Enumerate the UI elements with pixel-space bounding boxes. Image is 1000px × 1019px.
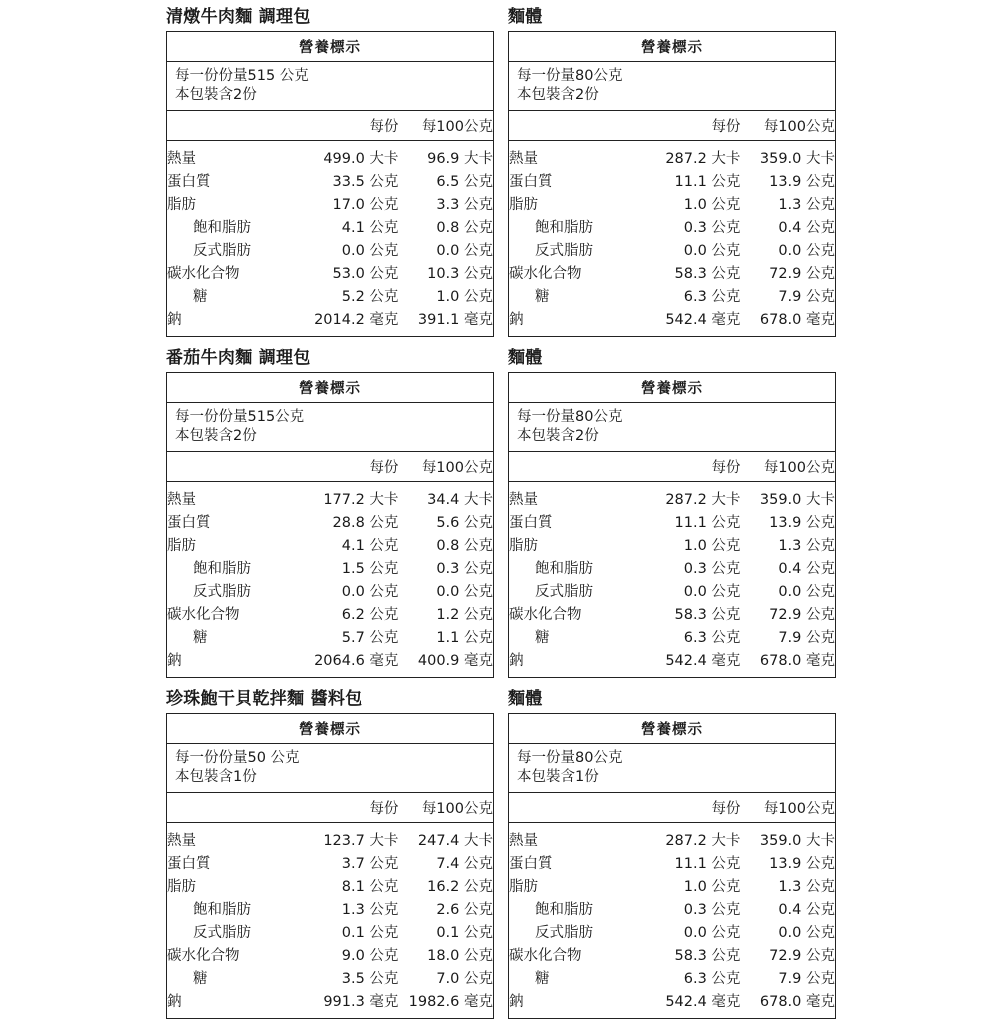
nutrient-row (167, 966, 493, 989)
servings-per-container: 本包裝含2份 (175, 87, 257, 103)
nutrient-rows (167, 141, 493, 336)
nutrient-label: 鈉 (509, 312, 524, 328)
nutrient-row (509, 307, 835, 330)
nutrient-label: 反式脂肪 (193, 925, 251, 941)
nutrient-row (509, 510, 835, 533)
nutrient-row (509, 284, 835, 307)
nutrient-per-serving: 11.1 公克 (674, 174, 741, 190)
nutrient-label: 熱量 (509, 492, 538, 508)
nutrient-row (509, 989, 835, 1012)
serving-size: 每一份量80公克 (517, 409, 623, 425)
nutrient-per-100g: 1.0 公克 (436, 289, 493, 305)
nutrient-per-100g: 400.9 毫克 (417, 653, 493, 669)
product-column-left (0, 6, 500, 337)
product-title: 麵體 (508, 689, 543, 709)
nutrient-row (509, 602, 835, 625)
product-title: 珍珠鮑干貝乾拌麵 醬料包 (166, 689, 363, 709)
nutrient-per-100g: 0.0 公克 (778, 243, 835, 259)
nutrient-per-100g: 72.9 公克 (769, 266, 835, 282)
column-headers (509, 793, 835, 823)
nutrient-per-serving: 0.3 公克 (683, 902, 741, 918)
nutrient-per-serving: 0.1 公克 (341, 925, 399, 941)
nutrient-per-100g: 359.0 大卡 (759, 833, 835, 849)
nutrient-label: 碳水化合物 (167, 266, 240, 282)
col-header-per-serving: 每份 (369, 460, 399, 476)
nutrient-rows (167, 823, 493, 1018)
nutrient-per-100g: 0.3 公克 (436, 561, 493, 577)
nutrient-per-serving: 1.3 公克 (341, 902, 399, 918)
nutrient-row (509, 966, 835, 989)
nutrient-row (167, 989, 493, 1012)
nutrient-per-serving: 0.3 公克 (683, 561, 741, 577)
serving-info (167, 744, 493, 793)
serving-size: 每一份份量50 公克 (175, 750, 300, 766)
nutrient-per-serving: 58.3 公克 (674, 948, 741, 964)
nutrient-per-100g: 7.9 公克 (778, 971, 835, 987)
nutrient-per-serving: 58.3 公克 (674, 607, 741, 623)
col-header-per-100g: 每100公克 (421, 460, 493, 476)
product-column-right (500, 6, 1000, 337)
nutrient-row (509, 920, 835, 943)
nutrient-label: 熱量 (167, 492, 196, 508)
nutrient-per-serving: 17.0 公克 (332, 197, 399, 213)
nutrient-rows (167, 482, 493, 677)
nutrient-per-serving: 53.0 公克 (332, 266, 399, 282)
nutrient-per-100g: 7.9 公克 (778, 289, 835, 305)
nutrient-row (509, 238, 835, 261)
nutrient-row (167, 625, 493, 648)
nutrient-label: 反式脂肪 (535, 584, 593, 600)
nutrient-per-100g: 6.5 公克 (436, 174, 493, 190)
column-headers (509, 452, 835, 482)
nutrition-panel (508, 31, 836, 337)
nutrient-per-100g: 72.9 公克 (769, 607, 835, 623)
nutrient-label: 反式脂肪 (193, 584, 251, 600)
product-column-right (500, 688, 1000, 1019)
nutrient-row (509, 851, 835, 874)
nutrient-per-100g: 678.0 毫克 (759, 653, 835, 669)
spacer-cell (167, 455, 304, 478)
nutrient-row (167, 943, 493, 966)
nutrient-row (509, 261, 835, 284)
nutrient-row (167, 579, 493, 602)
nutrient-per-serving: 4.1 公克 (341, 220, 399, 236)
product-block (0, 6, 1000, 337)
product-title: 麵體 (508, 348, 543, 368)
nutrient-per-serving: 991.3 毫克 (323, 994, 399, 1010)
nutrient-row (509, 146, 835, 169)
nutrient-label: 碳水化合物 (509, 948, 582, 964)
nutrient-row (167, 533, 493, 556)
panel-title: 營養標示 (167, 714, 493, 744)
nutrient-row (509, 487, 835, 510)
nutrient-label: 脂肪 (509, 538, 538, 554)
nutrient-row (167, 851, 493, 874)
spacer-cell (509, 455, 646, 478)
nutrient-per-serving: 1.0 公克 (683, 879, 741, 895)
nutrient-per-100g: 13.9 公克 (769, 856, 835, 872)
nutrient-row (167, 487, 493, 510)
servings-per-container: 本包裝含2份 (517, 87, 599, 103)
spacer-cell (167, 114, 304, 137)
nutrient-row (167, 215, 493, 238)
nutrient-per-serving: 177.2 大卡 (323, 492, 399, 508)
nutrient-row (167, 146, 493, 169)
nutrient-per-serving: 499.0 大卡 (323, 151, 399, 167)
nutrient-per-serving: 8.1 公克 (341, 879, 399, 895)
col-header-per-100g: 每100公克 (763, 460, 835, 476)
nutrient-per-serving: 0.0 公克 (341, 243, 399, 259)
product-title: 麵體 (508, 7, 543, 27)
column-headers (167, 452, 493, 482)
nutrient-label: 碳水化合物 (509, 607, 582, 623)
nutrient-row (167, 874, 493, 897)
product-column-left (0, 688, 500, 1019)
nutrient-per-serving: 58.3 公克 (674, 266, 741, 282)
nutrient-per-100g: 0.8 公克 (436, 220, 493, 236)
nutrient-label: 熱量 (509, 833, 538, 849)
nutrient-per-serving: 542.4 毫克 (665, 312, 741, 328)
nutrient-row (509, 828, 835, 851)
nutrient-per-serving: 287.2 大卡 (665, 151, 741, 167)
col-header-per-100g: 每100公克 (421, 801, 493, 817)
nutrient-label: 反式脂肪 (193, 243, 251, 259)
nutrient-row (509, 556, 835, 579)
nutrient-per-serving: 0.0 公克 (683, 584, 741, 600)
nutrient-label: 蛋白質 (167, 174, 211, 190)
product-block (0, 688, 1000, 1019)
nutrient-per-serving: 33.5 公克 (332, 174, 399, 190)
nutrient-label: 飽和脂肪 (535, 902, 593, 918)
nutrient-label: 熱量 (167, 151, 196, 167)
serving-info (167, 62, 493, 111)
panel-title: 營養標示 (167, 373, 493, 403)
nutrient-row (167, 192, 493, 215)
nutrient-per-serving: 1.0 公克 (683, 538, 741, 554)
nutrient-label: 碳水化合物 (167, 607, 240, 623)
nutrient-per-serving: 4.1 公克 (341, 538, 399, 554)
nutrient-row (167, 238, 493, 261)
nutrient-label: 蛋白質 (167, 856, 211, 872)
nutrient-per-100g: 678.0 毫克 (759, 312, 835, 328)
nutrient-label: 鈉 (509, 994, 524, 1010)
col-header-per-serving: 每份 (711, 460, 741, 476)
nutrient-row (509, 874, 835, 897)
nutrient-per-serving: 542.4 毫克 (665, 653, 741, 669)
nutrient-label: 反式脂肪 (535, 925, 593, 941)
nutrient-per-100g: 13.9 公克 (769, 174, 835, 190)
nutrient-per-100g: 678.0 毫克 (759, 994, 835, 1010)
nutrient-per-serving: 11.1 公克 (674, 515, 741, 531)
servings-per-container: 本包裝含1份 (517, 769, 599, 785)
nutrient-per-100g: 1.3 公克 (778, 197, 835, 213)
nutrient-per-100g: 0.4 公克 (778, 220, 835, 236)
nutrient-per-100g: 18.0 公克 (427, 948, 493, 964)
spacer-cell (509, 114, 646, 137)
serving-info (509, 403, 835, 452)
nutrient-per-100g: 247.4 大卡 (417, 833, 493, 849)
nutrient-per-serving: 5.2 公克 (341, 289, 399, 305)
nutrition-panel (508, 372, 836, 678)
nutrition-panel (166, 31, 494, 337)
nutrient-label: 飽和脂肪 (535, 561, 593, 577)
serving-info (509, 744, 835, 793)
nutrient-label: 糖 (535, 289, 550, 305)
nutrient-label: 熱量 (167, 833, 196, 849)
nutrient-per-serving: 6.3 公克 (683, 630, 741, 646)
serving-size: 每一份量80公克 (517, 68, 623, 84)
col-header-per-serving: 每份 (369, 801, 399, 817)
nutrient-label: 碳水化合物 (509, 266, 582, 282)
panel-title: 營養標示 (509, 714, 835, 744)
product-block (0, 347, 1000, 678)
col-header-per-serving: 每份 (711, 119, 741, 135)
nutrient-per-serving: 11.1 公克 (674, 856, 741, 872)
column-headers (167, 111, 493, 141)
product-title: 番茄牛肉麵 調理包 (166, 348, 311, 368)
nutrient-label: 飽和脂肪 (193, 902, 251, 918)
nutrient-label: 糖 (193, 289, 208, 305)
nutrient-row (167, 648, 493, 671)
nutrient-row (167, 169, 493, 192)
nutrient-per-serving: 0.0 公克 (683, 243, 741, 259)
nutrient-row (509, 625, 835, 648)
nutrient-label: 反式脂肪 (535, 243, 593, 259)
nutrition-panel (508, 713, 836, 1019)
nutrient-rows (509, 823, 835, 1018)
nutrient-per-100g: 1.2 公克 (436, 607, 493, 623)
nutrient-per-100g: 1.3 公克 (778, 879, 835, 895)
nutrient-row (509, 579, 835, 602)
nutrient-per-100g: 0.4 公克 (778, 561, 835, 577)
nutrient-per-100g: 5.6 公克 (436, 515, 493, 531)
nutrient-per-serving: 9.0 公克 (341, 948, 399, 964)
col-header-per-serving: 每份 (369, 119, 399, 135)
nutrient-label: 碳水化合物 (167, 948, 240, 964)
nutrient-row (509, 943, 835, 966)
nutrient-per-100g: 359.0 大卡 (759, 492, 835, 508)
nutrient-per-100g: 96.9 大卡 (427, 151, 493, 167)
nutrient-label: 鈉 (509, 653, 524, 669)
product-column-right (500, 347, 1000, 678)
serving-size: 每一份份量515 公克 (175, 68, 309, 84)
nutrient-per-100g: 0.4 公克 (778, 902, 835, 918)
nutrient-row (509, 648, 835, 671)
servings-per-container: 本包裝含2份 (517, 428, 599, 444)
nutrient-per-serving: 123.7 大卡 (323, 833, 399, 849)
nutrient-per-100g: 16.2 公克 (427, 879, 493, 895)
nutrient-label: 飽和脂肪 (193, 220, 251, 236)
nutrient-per-serving: 5.7 公克 (341, 630, 399, 646)
nutrient-per-serving: 287.2 大卡 (665, 833, 741, 849)
column-headers (509, 111, 835, 141)
nutrient-label: 脂肪 (509, 879, 538, 895)
nutrient-per-100g: 3.3 公克 (436, 197, 493, 213)
nutrient-label: 脂肪 (509, 197, 538, 213)
col-header-per-100g: 每100公克 (421, 119, 493, 135)
nutrient-per-100g: 359.0 大卡 (759, 151, 835, 167)
nutrient-per-100g: 1.3 公克 (778, 538, 835, 554)
nutrient-per-serving: 6.3 公克 (683, 289, 741, 305)
nutrient-per-100g: 0.1 公克 (436, 925, 493, 941)
nutrient-label: 飽和脂肪 (535, 220, 593, 236)
nutrient-per-serving: 6.3 公克 (683, 971, 741, 987)
nutrient-per-100g: 0.0 公克 (778, 584, 835, 600)
nutrient-per-serving: 0.0 公克 (341, 584, 399, 600)
product-column-left (0, 347, 500, 678)
nutrient-per-100g: 7.4 公克 (436, 856, 493, 872)
panel-title: 營養標示 (167, 32, 493, 62)
nutrient-per-100g: 0.0 公克 (778, 925, 835, 941)
nutrient-row (167, 828, 493, 851)
nutrient-label: 飽和脂肪 (193, 561, 251, 577)
nutrient-per-serving: 3.7 公克 (341, 856, 399, 872)
nutrient-per-serving: 1.5 公克 (341, 561, 399, 577)
nutrient-per-100g: 34.4 大卡 (427, 492, 493, 508)
nutrient-label: 鈉 (167, 312, 182, 328)
nutrient-row (167, 261, 493, 284)
nutrient-per-serving: 6.2 公克 (341, 607, 399, 623)
nutrient-row (509, 897, 835, 920)
nutrient-label: 糖 (193, 971, 208, 987)
nutrient-rows (509, 141, 835, 336)
serving-info (509, 62, 835, 111)
servings-per-container: 本包裝含1份 (175, 769, 257, 785)
nutrient-label: 蛋白質 (509, 856, 553, 872)
spacer-cell (167, 796, 304, 819)
nutrient-label: 糖 (535, 971, 550, 987)
nutrient-label: 熱量 (509, 151, 538, 167)
nutrient-per-serving: 2064.6 毫克 (314, 653, 399, 669)
col-header-per-serving: 每份 (711, 801, 741, 817)
nutrition-panel (166, 372, 494, 678)
nutrient-row (509, 215, 835, 238)
nutrient-per-serving: 3.5 公克 (341, 971, 399, 987)
nutrient-label: 糖 (535, 630, 550, 646)
nutrient-per-serving: 28.8 公克 (332, 515, 399, 531)
nutrient-per-serving: 2014.2 毫克 (314, 312, 399, 328)
nutrient-per-100g: 0.0 公克 (436, 584, 493, 600)
nutrient-row (167, 897, 493, 920)
nutrient-label: 鈉 (167, 653, 182, 669)
nutrient-rows (509, 482, 835, 677)
nutrient-row (509, 169, 835, 192)
nutrient-label: 蛋白質 (509, 515, 553, 531)
nutrient-per-100g: 7.9 公克 (778, 630, 835, 646)
nutrient-label: 糖 (193, 630, 208, 646)
nutrient-per-serving: 0.3 公克 (683, 220, 741, 236)
nutrient-label: 蛋白質 (167, 515, 211, 531)
col-header-per-100g: 每100公克 (763, 119, 835, 135)
nutrient-label: 脂肪 (167, 197, 196, 213)
nutrient-per-100g: 13.9 公克 (769, 515, 835, 531)
serving-size: 每一份份量515公克 (175, 409, 305, 425)
servings-per-container: 本包裝含2份 (175, 428, 257, 444)
product-title: 清燉牛肉麵 調理包 (166, 7, 311, 27)
nutrient-row (509, 533, 835, 556)
nutrition-panel (166, 713, 494, 1019)
spacer-cell (509, 796, 646, 819)
nutrient-per-100g: 0.8 公克 (436, 538, 493, 554)
nutrient-per-serving: 0.0 公克 (683, 925, 741, 941)
nutrient-per-100g: 391.1 毫克 (417, 312, 493, 328)
nutrient-label: 脂肪 (167, 538, 196, 554)
nutrient-per-serving: 287.2 大卡 (665, 492, 741, 508)
serving-info (167, 403, 493, 452)
column-headers (167, 793, 493, 823)
nutrient-per-100g: 10.3 公克 (427, 266, 493, 282)
serving-size: 每一份量80公克 (517, 750, 623, 766)
nutrient-per-100g: 72.9 公克 (769, 948, 835, 964)
nutrient-per-serving: 1.0 公克 (683, 197, 741, 213)
panel-title: 營養標示 (509, 373, 835, 403)
col-header-per-100g: 每100公克 (763, 801, 835, 817)
nutrient-row (509, 192, 835, 215)
nutrient-per-100g: 1.1 公克 (436, 630, 493, 646)
nutrient-row (167, 307, 493, 330)
nutrient-label: 蛋白質 (509, 174, 553, 190)
panel-title: 營養標示 (509, 32, 835, 62)
nutrient-per-100g: 7.0 公克 (436, 971, 493, 987)
nutrient-per-serving: 542.4 毫克 (665, 994, 741, 1010)
nutrient-label: 脂肪 (167, 879, 196, 895)
nutrient-per-100g: 0.0 公克 (436, 243, 493, 259)
nutrient-row (167, 602, 493, 625)
nutrient-label: 鈉 (167, 994, 182, 1010)
nutrient-per-100g: 2.6 公克 (436, 902, 493, 918)
nutrient-row (167, 284, 493, 307)
nutrient-row (167, 920, 493, 943)
nutrient-row (167, 556, 493, 579)
nutrient-row (167, 510, 493, 533)
nutrient-per-100g: 1982.6 毫克 (408, 994, 493, 1010)
